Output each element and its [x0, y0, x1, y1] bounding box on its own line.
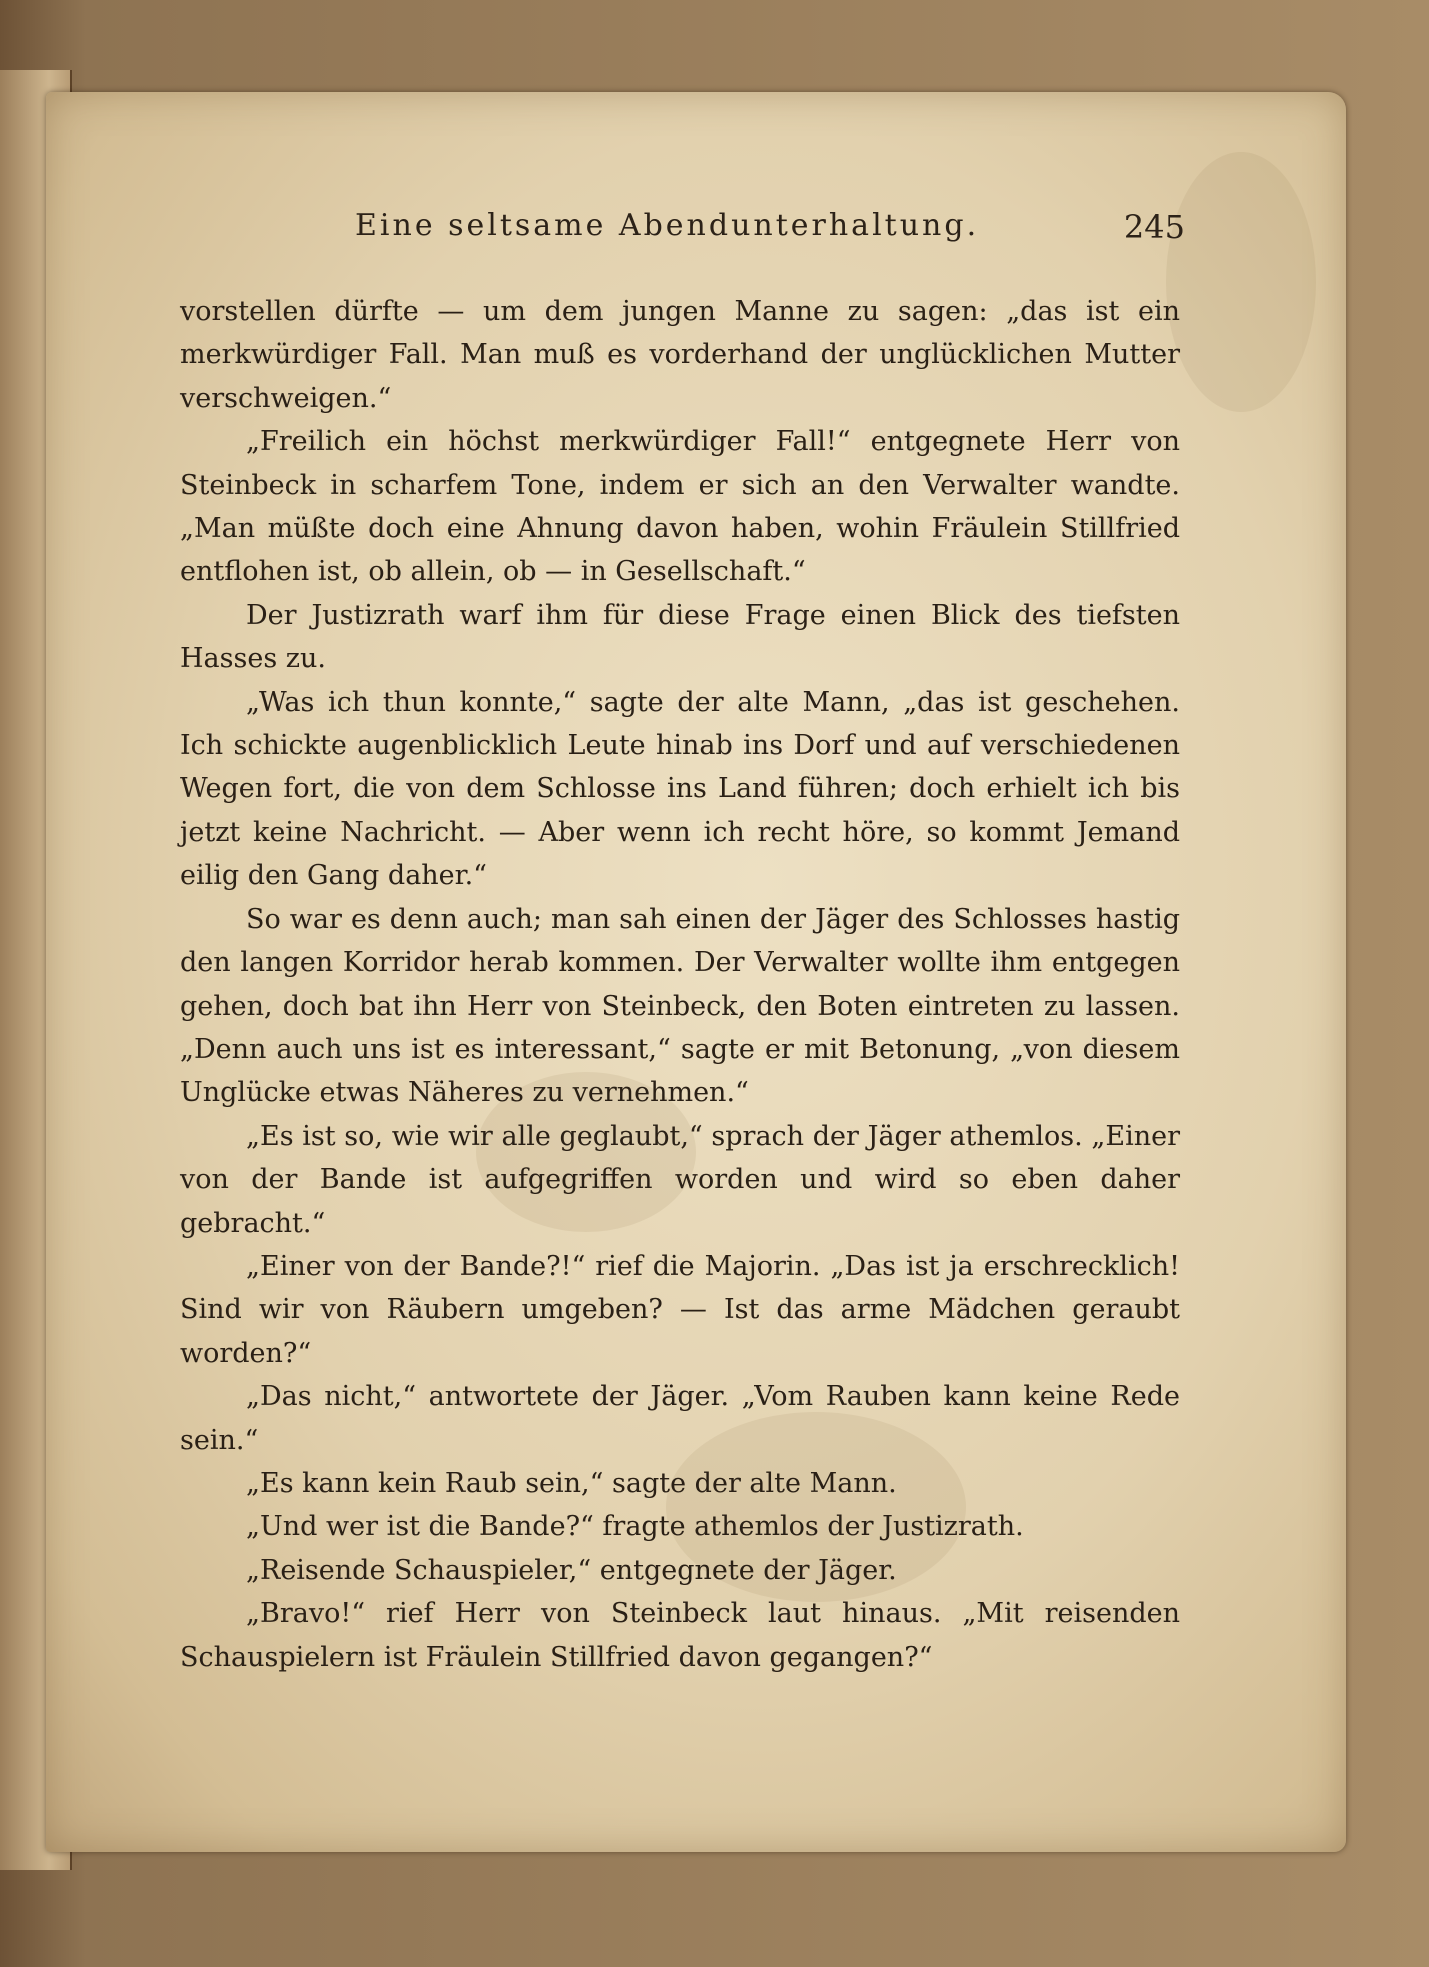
paragraph: „Es kann kein Raub sein,“ sagte der alte Mann. — [246, 1467, 897, 1499]
page-number: 245 — [1123, 208, 1185, 246]
paragraph: „Bravo!“ rief Herr von Steinbeck laut hinaus. „Mit reisenden Schauspielern ist Fräulein Stillfried davon gegangen?“ — [180, 1598, 1180, 1673]
paper-stain — [1166, 152, 1316, 412]
paragraph: „Das nicht,“ antwortete der Jäger. „Vom Rauben kann keine Rede sein.“ — [180, 1381, 1180, 1456]
paragraph: vorstellen dürfte — um dem jungen Manne zu sagen: „das ist ein merkwürdiger Fall. Man muß es vorderhand der unglücklichen Mutter verschweigen.“ — [180, 296, 1180, 414]
page-header — [355, 208, 1185, 258]
running-head: Eine seltsame Abendunterhaltung. — [355, 208, 980, 243]
paragraph: „Es ist so, wie wir alle geglaubt,“ sprach der Jäger athemlos. „Einer von der Bande ist aufgegriffen worden und wird so eben daher gebracht.“ — [180, 1120, 1180, 1239]
paragraph: „Einer von der Bande?!“ rief die Majorin. „Das ist ja erschrecklich! Sind wir von Räubern umgeben? — Ist das arme Mädchen geraubt worden?“ — [180, 1250, 1180, 1369]
page-body — [180, 290, 1180, 1679]
paragraph: So war es denn auch; man sah einen der Jäger des Schlosses hastig den langen Korridor herab kommen. Der Verwalter wollte ihm entgegen gehen, doch bat ihn Herr von Steinbeck, den Boten eintreten zu lassen. „Denn auch uns ist es interessant,“ sagte er mit Betonung, „von diesem Unglücke etwas Näheres zu vernehmen.“ — [180, 903, 1180, 1109]
paragraph: „Was ich thun konnte,“ sagte der alte Mann, „das ist geschehen. Ich schickte augenblicklich Leute hinab ins Dorf und auf verschiedenen Wegen fort, die von dem Schlosse ins Land führen; doch erhielt ich bis jetzt keine Nachricht. — Aber wenn ich recht höre, so kommt Jemand eilig den Gang daher.“ — [180, 686, 1180, 892]
paragraph: „Freilich ein höchst merkwürdiger Fall!“ entgegnete Herr von Steinbeck in scharfem Tone, indem er sich an den Verwalter wandte. „Man müßte doch eine Ahnung davon haben, wohin Fräulein Stillfried entflohen ist, ob allein, ob — in Gesellschaft.“ — [180, 426, 1180, 588]
paragraph: „Und wer ist die Bande?“ fragte athemlos der Justizrath. — [246, 1511, 1024, 1543]
paragraph: „Reisende Schauspieler,“ entgegnete der Jäger. — [246, 1554, 897, 1586]
paragraph: Der Justizrath warf ihm für diese Frage einen Blick des tiefsten Hasses zu. — [180, 599, 1180, 675]
